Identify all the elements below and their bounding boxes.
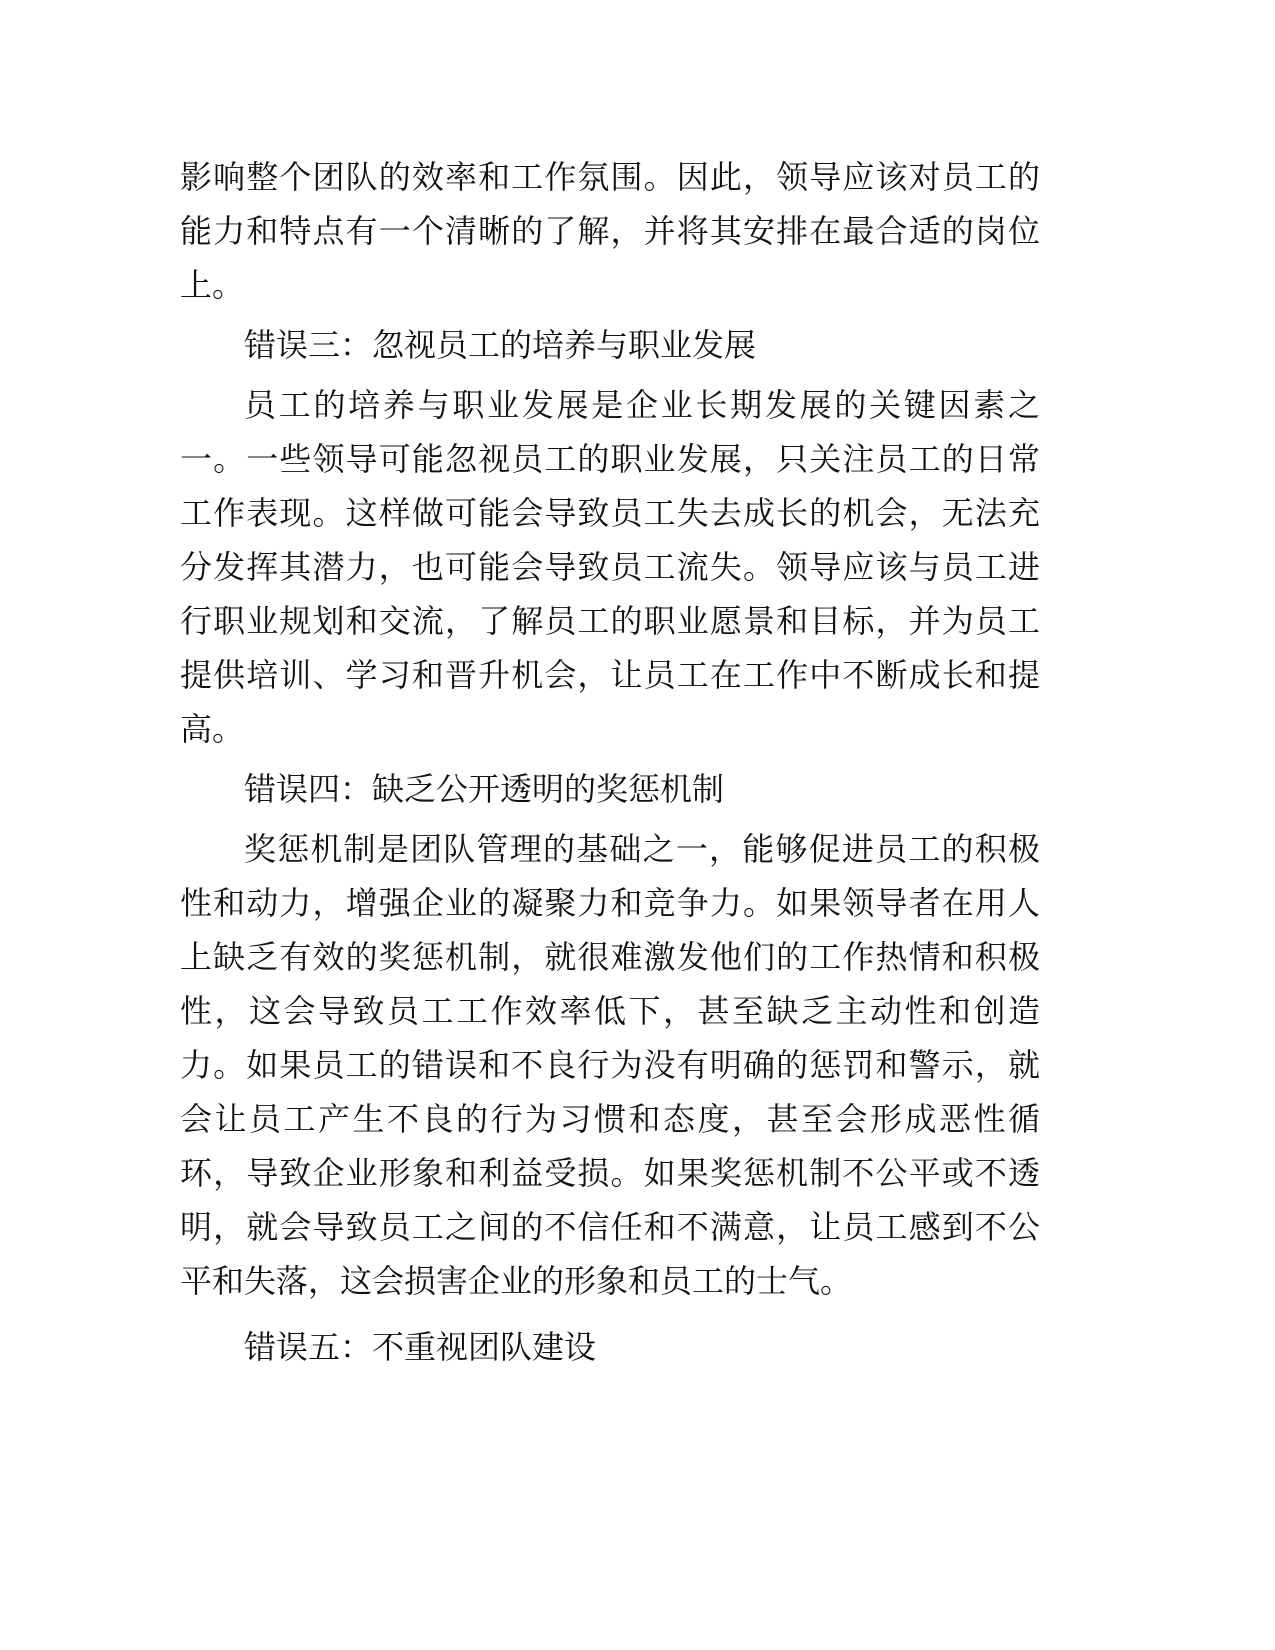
paragraph-reward-punishment: 奖惩机制是团队管理的基础之一，能够促进员工的积极性和动力，增强企业的凝聚力和竞争力。如果领导者在用人上缺乏有效的奖惩机制，就很难激发他们的工作热情和积极性，这会导致员工工作效率低下，甚至缺乏主动性和创造力。如果员工的错误和不良行为没有明确的惩罚和警示，就会让员工产生不良的行为习惯和态度，甚至会形成恶性循环，导致企业形象和利益受损。如果奖惩机制不公平或不透明，就会导致员工之间的不信任和不满意，让员工感到不公平和失落，这会损害企业的形象和员工的士气。 [180, 830, 1040, 1300]
document-body [180, 150, 1040, 1380]
paragraph-continuation: 影响整个团队的效率和工作氛围。因此，领导应该对员工的能力和特点有一个清晰的了解，并将其安排在最合适的岗位上。 [180, 158, 1040, 304]
section-heading-mistake-three: 错误三：忽视员工的培养与职业发展 [244, 326, 757, 364]
paragraph-career-development: 员工的培养与职业发展是企业长期发展的关键因素之一。一些领导可能忽视员工的职业发展，只关注员工的日常工作表现。这样做可能会导致员工失去成长的机会，无法充分发挥其潜力，也可能会导致员工流失。领导应该与员工进行职业规划和交流，了解员工的职业愿景和目标，并为员工提供培训、学习和晋升机会，让员工在工作中不断成长和提高。 [180, 386, 1040, 748]
section-heading-mistake-five: 错误五：不重视团队建设 [244, 1328, 597, 1366]
section-heading-mistake-four: 错误四：缺乏公开透明的奖惩机制 [244, 770, 725, 808]
